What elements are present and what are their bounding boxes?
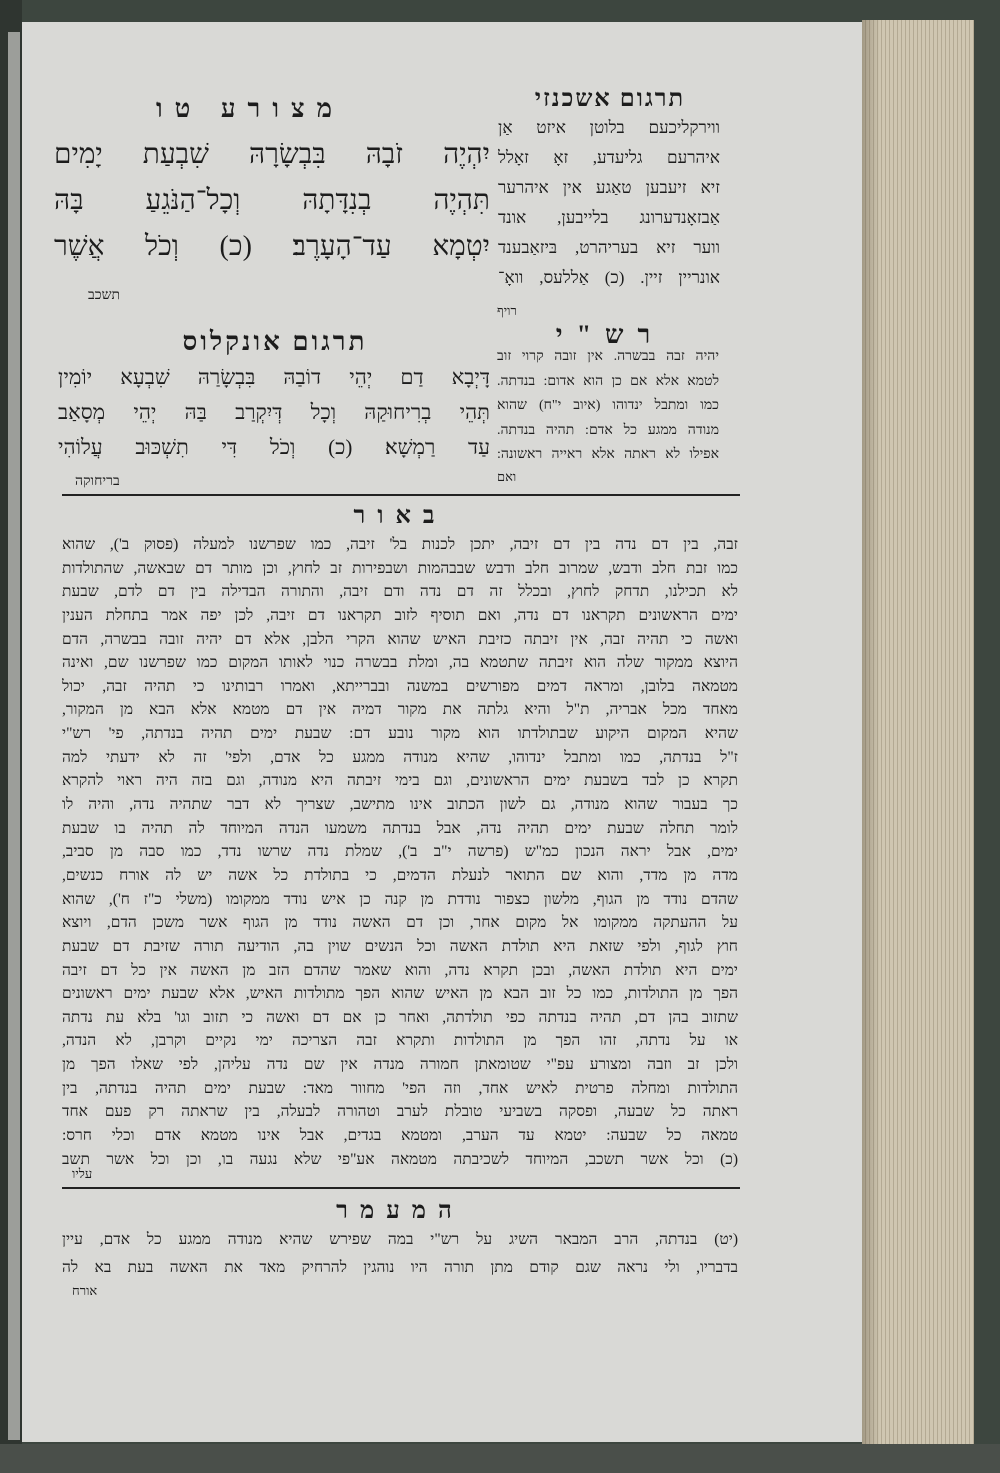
verse-line: תִּהְיֶה בְנִדָּתָהּ וְכָל־הַנֹּגֵעַ בָּהּ [54, 185, 490, 216]
biur-line: מטמאה בלובן, ומראה דמים מפורשים במשנה ובברייתא, ואמרו רבותינו כי תהיה זבה, יכול [62, 677, 738, 695]
biur-line: חוץ לגוף, ולפי שזאת היא תולדת האשה וכל הנשים שוין בה, הודיעה תורה שזיבת דם שבעת [62, 937, 738, 955]
facing-page-edge [8, 32, 20, 1440]
biur-line: לא תכילנו, תדחק לחוץ, ובכלל זה דם נדה ודם זיבה, והתורה הבדילה בין דם לדם, שבעת [62, 583, 738, 601]
onkelos-block [58, 360, 490, 465]
verse-line: יִהְיֶה זֹבָהּ בִּבְשָׂרָהּ שִׁבְעַת יָמִים [54, 139, 490, 170]
biur-line: שהיא המקום היקוע שבתולדתו הוא מקור נובע דם: שבעת ימים תהיה בנדתה, פי' רש"י [62, 725, 738, 743]
biur-line: ואשה כי תהיה זבה, אין זיבתה כזיבת האיש שהוא הקרי הלבן, אלא דם יהיה זובה בבשרה, הדם [62, 630, 738, 648]
biur-block [62, 533, 738, 1171]
onkelos-line: תְּהֵי בְרִיחוּקַהּ וְכָל דְּיִקְרַב בַּהּ יְהֵי מְסָאַב [58, 400, 490, 424]
hamaamar-line: (יט) בנדתה, הרב המבאר השיג על רש"י במה שפירש שהיא מנודה ממגע כל אדם, עיין [62, 1231, 738, 1248]
targum-ashkenazi-catchword: רויף [497, 303, 517, 318]
biur-line: ז"ל בנדתה, כמו ומתבל ינדוהו, שהיא מנודה ממגע כל אדם, ולפי' זה לא ידעתי למה [62, 748, 738, 766]
verse-line: יִטְמָא עַד־הָעָרֶב׃ (כ) וְכֹל אֲשֶׁר [54, 231, 490, 262]
targum-ashkenazi-line: ווער זיא בעריהרט, בּיזאַבענד [498, 238, 720, 257]
biur-line: שתזוב בהן דם, תהיה בנדתה כפי תולדתה, ואחר כן אם דם ואשה כי תזוב וגו' בלא עת נדתה [62, 1008, 738, 1026]
biur-line: על ההעתקה ממקומו אל מקום אחר, וכן דם האשה נודד מן הגוף אשר משכן הדם, ויוצא [62, 914, 738, 932]
targum-ashkenazi-line: אונריין זיין. (כ) אַללעס, וואָ־ [498, 268, 720, 287]
targum-ashkenazi-line: זיא זיעבען טאַגע אין איהרער [498, 178, 720, 197]
onkelos-line: עַד רַמְשָׁא׃ (כ) וְכֹל דִּי תִשְׁכּוּב עֲלוֹהִי [58, 435, 490, 459]
biur-line: לומר תחלה שבעת ימים תהיה נדה, אבל בנדתה משמעו הנדה המיוחד לה תהיה בו שבעת [62, 819, 738, 837]
hamaamar-line: בדבריו, ולי נראה שגם קודם מתן תורה היו נוהגין להרחיק מאד את האשה בעת בא לה [62, 1259, 738, 1276]
targum-ashkenazi-line: ווירקליכעם בלוטן איזט אַן [498, 118, 720, 137]
biur-catchword: עליו [72, 1166, 93, 1181]
rashi-line: מנודה ממגע כל אדם: תהיה בנדתה. [497, 422, 719, 438]
biur-title: באור [353, 503, 447, 529]
torah-verse-block [54, 132, 490, 270]
targum-ashkenazi-line: איהרעם גליעדע, זאָ זאָלל [498, 148, 720, 167]
biur-line: שהדם נודד מן הגוף, מלשון כצפור נודדת מן קנה כן איש נודד ממקומו (משלי כ"ז ח'), שהוא [62, 890, 738, 908]
biur-line: הפך מן התולדות, כמו כל זוב הבא מן האיש שהוא הפך מתולדות האיש, אלא שבעת ימים ראשונים [62, 985, 738, 1003]
onkelos-catchword: בריחוקה [75, 474, 120, 489]
biur-line: מאחד מכל אבריה, ת"ל והיא גלתה את מקור דמיה אין דם מטמא אלא הבא מן המקור, [62, 701, 738, 719]
biur-line: טמאה כל שבעה: יטמא עד הערב, ומטמא בגדים, אבל אינו מטמא אדם וכלי חרס: [62, 1127, 738, 1145]
biur-line: ימים הראשונים תקראנו דם נדה, ואם תוסיף לזוב תקראנו דם זיבה, לכן יפה אמר בתחלת הענין [62, 606, 738, 624]
rashi-block [497, 345, 719, 468]
biur-line: היוצא ממקור שלה הוא זיבתה שתטמא בה, ומלת בבשרה כנוי לאותו המקום כמו שפרשנו שם, ואינה [62, 654, 738, 672]
rashi-title: רש"י [555, 320, 665, 349]
hamaamar-block [62, 1226, 738, 1282]
section-divider [62, 1187, 740, 1189]
page-block-shadow [862, 20, 880, 1444]
section-divider [62, 494, 740, 496]
hamaamar-title: המעמר [336, 1198, 464, 1224]
scan-background [0, 1444, 1000, 1473]
rashi-line: כמו ומתבל ינדוהו (איוב י"ח) שהוא [497, 398, 719, 413]
rashi-line: לטמא אלא אם כן הוא אדום: בנדתה. [497, 373, 719, 389]
targum-ashkenazi-title: תרגום אשכנזי [534, 86, 686, 112]
biur-line: התולדות ומחלה פרטית לאיש אחד, וזה הפי' מחוור מאד: שבעת ימים תהיה בנדתה, בין [62, 1079, 738, 1097]
biur-line: זבה, בין דם נדה בין דם זיבה, יתכן לכנות בל' זיבה, כמו שפרשנו למעלה (פסוק ב'), שהוא [62, 536, 738, 553]
biur-line: או על נדתה, זהו הפך מן התולדות ותקרא זבה הצריכה ימי נקיים וקרבן, לא הנדה, [62, 1032, 738, 1050]
rashi-catchword: ואם [497, 469, 517, 484]
biur-line: מדה מן מדד, והוא שם התואר לנעלת הדמים, כי בתולדת כל אשה יש לה אורח כנשים, [62, 866, 738, 884]
biur-line: ימים, אבל יראה הנכון כמ"ש (פרשה י"ב ב'), שמלת נדה שרשו נדד, כמו סבה מן סביב, [62, 843, 738, 861]
targum-ashkenazi-line: אַבזאָנדערונג בלייבען, אונד [498, 208, 720, 227]
biur-line: כמו זבת חלב ודבש, שמרוב חלב ודבש שבבהמות ושבפירות זב לחוץ, וכן מותר דם שבאשה, שהתולדות [62, 559, 738, 577]
biur-line: תקרא כן לבד בשבעת ימים הראשונים, וגם בימי זיבתה היא מנודה, וגם בזה היה ראוי להקרא [62, 772, 738, 790]
hamaamar-catchword: אורח [72, 1283, 98, 1298]
biur-line: ראתה כל שבעה, ופסקה בשביעי טובלת לערב וטהורה לבעלה, בין שראתה רק פעם אחד [62, 1103, 738, 1121]
rashi-line: יהיה זבה בבשרה. אין זובה קרוי זוב [497, 349, 719, 364]
verse-catchword: תשכב [88, 288, 121, 303]
biur-line: (כ) וכל אשר תשכב, המיוחד לשכיבתה מטמאה אע"פי שלא נגעה בו, וכן וכל אשר תשב [62, 1150, 738, 1168]
biur-line: כך בעבור שהוא מנודה, גם לשון הכתוב אינו מתישב, שצריך לא דבר שתהיה נדה, והיה לו [62, 796, 738, 814]
onkelos-title: תרגום אונקלוס [182, 327, 368, 356]
rashi-line: אפילו לא ראתה אלא ראייה ראשונה: [497, 447, 719, 462]
biur-line: ימים היא תולדת האשה, ובכן תקרא נדה, והוא שאמר שהדם הזב מן האשה אין כל דם זיבה [62, 961, 738, 979]
targum-ashkenazi-block [498, 113, 720, 293]
onkelos-line: דָּיְבָא דַם יְהֵי דוֹבַהּ בִּבְשָׂרַהּ שִׁבְעָא יוֹמִין [58, 365, 490, 389]
biur-line: ולכן זב וזבה ומצורע עפ"י שטומאתן חמורה מנדה אין שם נדה עליהן, לפי שאלו הפך מן [62, 1056, 738, 1074]
running-title: מצורע טו [155, 94, 345, 123]
